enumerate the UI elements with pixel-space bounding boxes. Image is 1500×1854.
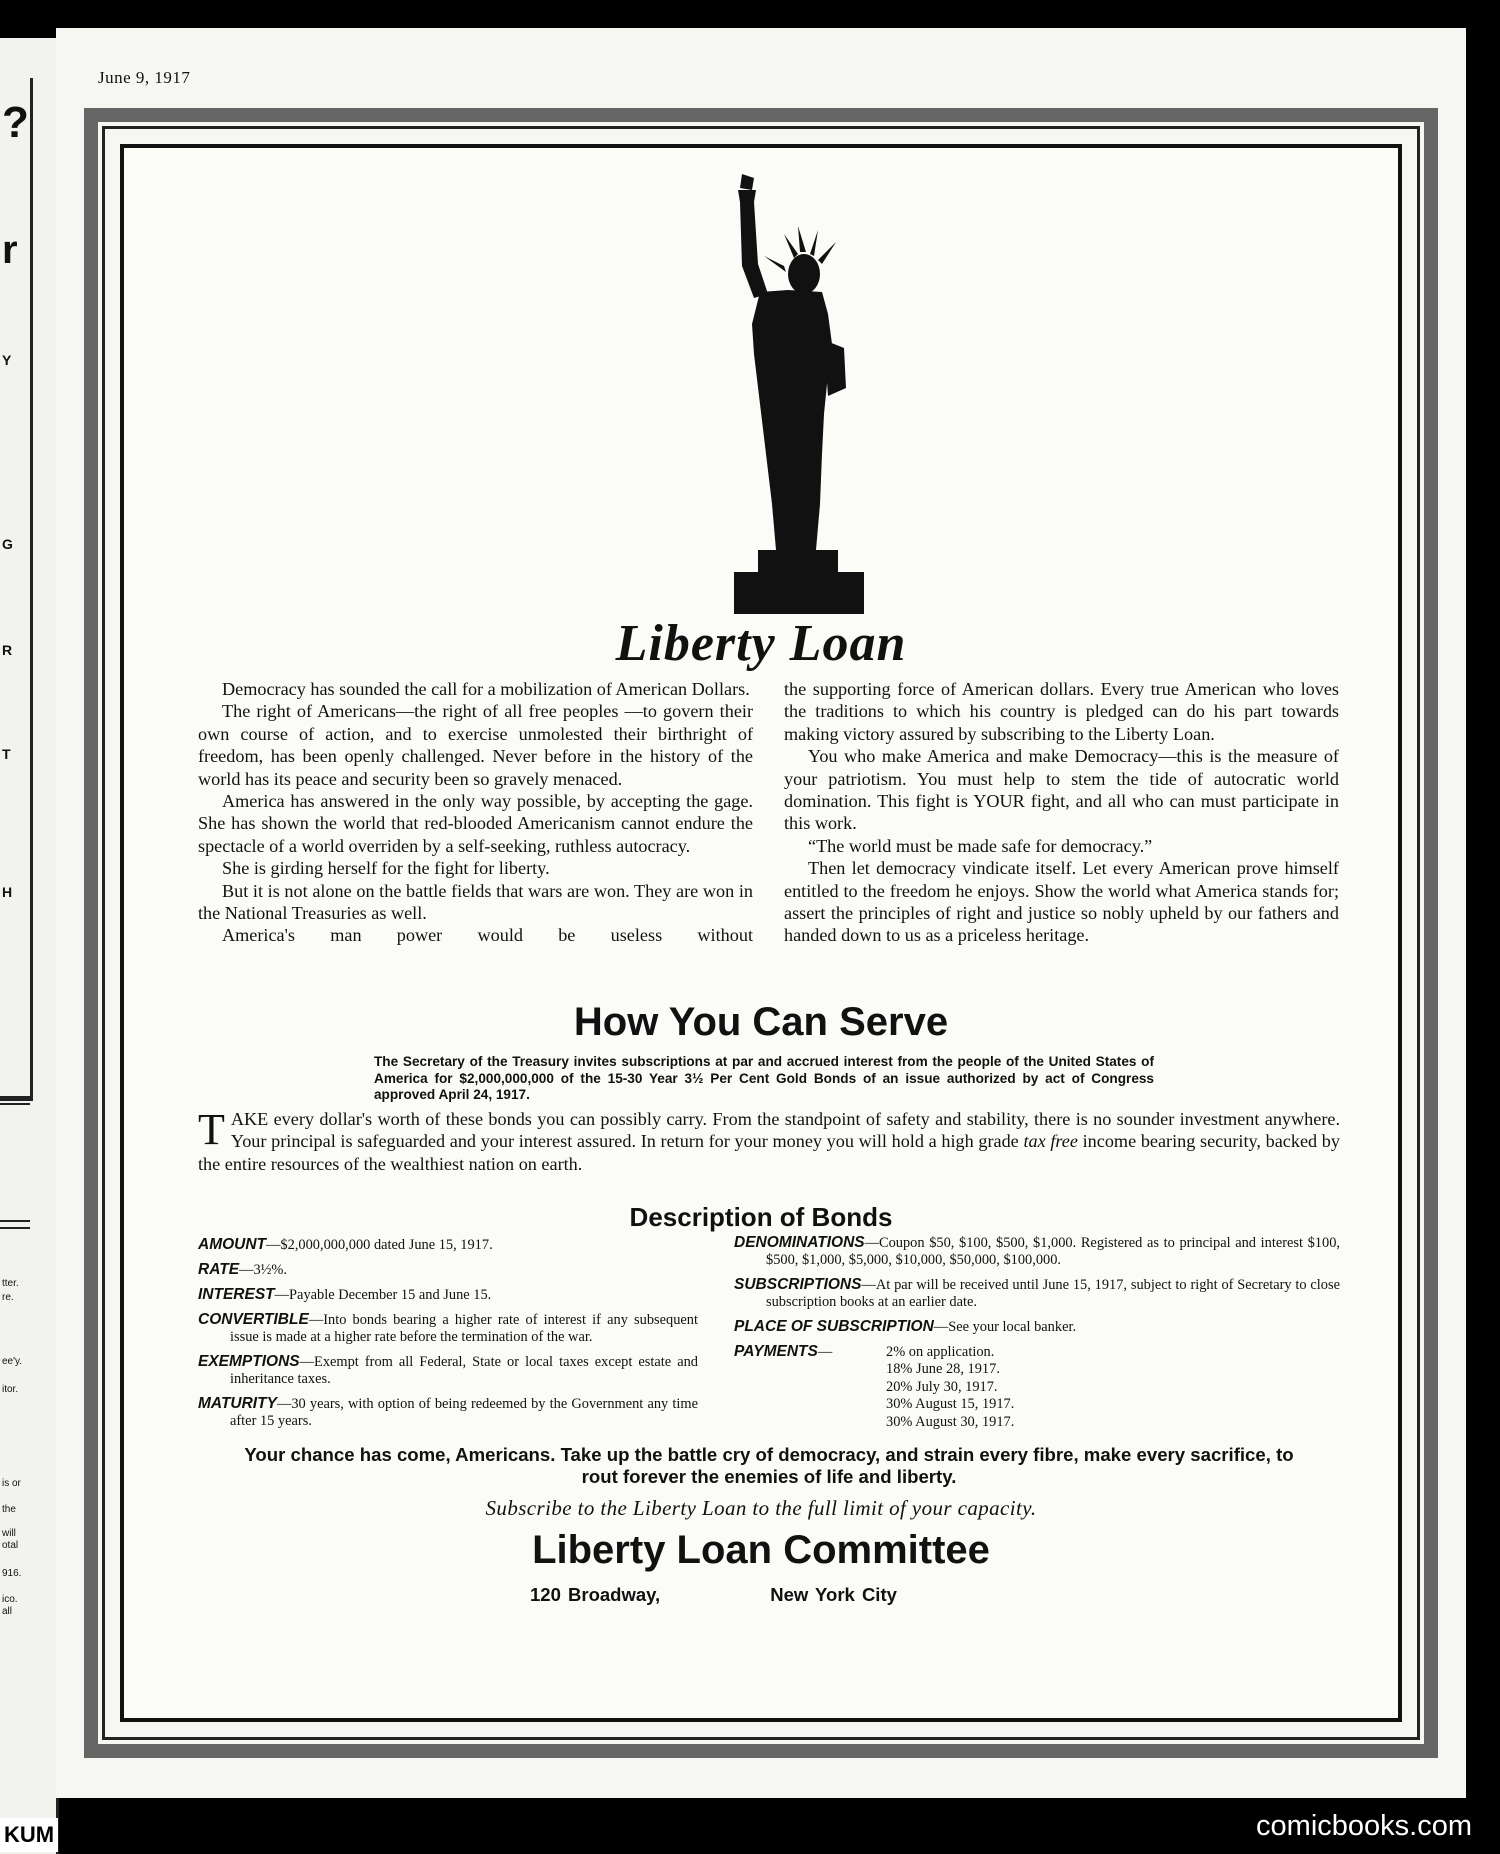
bond-term: CONVERTIBLE—Into bonds bearing a higher rate of interest if any subsequent issue is made at a higher rate before the termination of the war. — [198, 1311, 698, 1345]
margin-fragment: T — [2, 746, 11, 762]
margin-fragment: H — [2, 884, 13, 900]
term-key: CONVERTIBLE — [198, 1311, 309, 1328]
take-text: AKE every dollar's worth of these bonds you can possibly carry. From the standpoint of safety and stability, there is no sounder investment anywhere. Your principal is safeguarded and your interest assured. In return for your money you will hold a high grade — [230, 1109, 1340, 1152]
payment-item: 2% on application. — [886, 1344, 995, 1360]
term-value: See your local banker. — [948, 1319, 1077, 1335]
margin-rule — [0, 1220, 30, 1229]
term-key: EXEMPTIONS — [198, 1353, 300, 1370]
address-city: New York City — [770, 1584, 897, 1605]
term-value: Coupon $50, $100, $500, $1,000. Registered as to principal and interest $100, $500, $1,000, $5,000, $10,000, $50,000, $100,000. — [766, 1235, 1340, 1268]
bond-term: RATE—3½%. — [198, 1261, 288, 1278]
site-watermark: comicbooks.com — [1256, 1810, 1472, 1842]
margin-fragment: is or — [2, 1478, 21, 1489]
adjacent-page-strip — [0, 38, 59, 1854]
margin-fragment: ? — [2, 98, 29, 147]
take-text: income bearing security, backed by the entire resources of the wealthiest nation on earth. — [198, 1131, 1340, 1174]
term-value: At par will be received until June 15, 1917, subject to right of Secretary to close subscription books at an earlier date. — [766, 1277, 1340, 1310]
payment-item: 20% July 30, 1917. — [886, 1378, 998, 1395]
margin-fragment: ee'y. — [2, 1356, 23, 1367]
body-paragraph: You who make America and make Democracy—this is the measure of your patriotism. You must help to stem the tide of autocratic world domination. This fight is YOUR fight, and all who can must participate in this work. — [784, 746, 1339, 834]
statue-of-liberty-icon — [724, 174, 874, 614]
term-value: Exempt from all Federal, State or local taxes except estate and inheritance taxes. — [230, 1354, 698, 1387]
bond-terms-right — [734, 1234, 1340, 1431]
corner-label: KUM — [0, 1818, 58, 1852]
body-paragraph: America's man power would be useless without — [222, 925, 753, 946]
payment-item: 30% August 15, 1917. — [886, 1396, 1015, 1413]
margin-rule — [0, 1096, 30, 1105]
bond-term: SUBSCRIPTIONS—At par will be received until June 15, 1917, subject to right of Secretary to close subscription books at an earlier date. — [734, 1276, 1340, 1310]
ad-panel — [120, 144, 1402, 1722]
committee-address — [530, 1584, 897, 1606]
take-paragraph — [198, 1105, 1340, 1175]
ad-title: Liberty Loan — [615, 615, 907, 672]
bond-term: DENOMINATIONS—Coupon $50, $100, $500, $1,000. Registered as to principal and interest $100, $500, $1,000, $5,000, $10,000, $50,000, $100,000. — [734, 1234, 1340, 1268]
term-value: $2,000,000,000 dated June 15, 1917. — [280, 1237, 493, 1253]
margin-fragment: otal — [2, 1540, 19, 1551]
payment-item: 18% June 28, 1917. — [886, 1361, 1000, 1378]
term-key: PLACE OF SUBSCRIPTION — [734, 1318, 934, 1335]
body-paragraph: Democracy has sounded the call for a mobilization of American Dollars. — [222, 679, 750, 699]
term-value: 3½%. — [253, 1262, 288, 1278]
margin-fragment: itor. — [2, 1384, 19, 1395]
margin-fragment: ico. — [2, 1594, 18, 1605]
description-heading: Description of Bonds — [629, 1202, 893, 1232]
payments-schedule — [886, 1344, 1340, 1431]
ad-frame — [84, 108, 1438, 1758]
bond-term: PLACE OF SUBSCRIPTION—See your local banker. — [734, 1318, 1077, 1335]
take-text-italic: tax free — [1023, 1131, 1078, 1152]
body-paragraph: the supporting force of American dollars. Every true American who loves the traditions to which his country is pledged can do his part towards making victory assured by subscribing to the Liberty Loan. — [784, 679, 1339, 744]
term-value: 30 years, with option of being redeemed by the Government any time after 15 years. — [230, 1396, 698, 1429]
subscribe-line: Subscribe to the Liberty Loan to the full limit of your capacity. — [485, 1496, 1037, 1520]
margin-fragment: G — [2, 536, 13, 552]
body-column-left — [198, 678, 753, 947]
bond-term: INTEREST—Payable December 15 and June 15. — [198, 1286, 492, 1303]
body-paragraph: But it is not alone on the battle fields that wars are won. They are won in the National Treasuries as well. — [198, 880, 753, 924]
term-key: SUBSCRIPTIONS — [734, 1276, 862, 1293]
drop-cap: T — [198, 1105, 225, 1154]
margin-fragment: tter. — [2, 1278, 19, 1289]
magazine-page — [56, 28, 1466, 1798]
margin-fragment: will — [2, 1528, 16, 1539]
bond-terms-left — [198, 1236, 698, 1437]
address-street: 120 Broadway, — [530, 1584, 661, 1605]
margin-fragment: all — [2, 1606, 13, 1617]
committee-name: Liberty Loan Committee — [532, 1528, 990, 1572]
margin-fragment: Y — [2, 352, 12, 368]
margin-fragment: r — [2, 228, 18, 272]
bond-term: MATURITY—30 years, with option of being redeemed by the Government any time after 15 years. — [198, 1395, 698, 1429]
margin-fragment: 916. — [2, 1568, 22, 1579]
term-value: Payable December 15 and June 15. — [289, 1287, 492, 1303]
margin-fragment: re. — [2, 1292, 14, 1303]
body-column-right — [784, 678, 1339, 947]
term-key: DENOMINATIONS — [734, 1234, 865, 1251]
term-key: AMOUNT — [198, 1236, 267, 1253]
closing-appeal: Your chance has come, Americans. Take up the battle cry of democracy, and strain every fibre, make every sacrifice, to rout forever the enemies of life and liberty. — [244, 1444, 1294, 1487]
serve-subheading: The Secretary of the Treasury invites subscriptions at par and accrued interest from the people of the United States of America for $2,000,000,000 of the 15-30 Year 3½ Per Cent Gold Bonds of an issue authorized by act of Congress approved April 24, 1917. — [374, 1054, 1154, 1103]
body-paragraph: “The world must be made safe for democracy.” — [808, 835, 1153, 856]
body-paragraph: Then let democracy vindicate itself. Let every American prove himself entitled to the freedom he enjoys. Show the world what America stands for; assert the principles of right and justice so nobly upheld by our fathers and handed down to us as a priceless heritage. — [784, 858, 1339, 946]
term-key: PAYMENTS — [734, 1343, 818, 1360]
margin-fragment: R — [2, 642, 13, 658]
bond-term: EXEMPTIONS—Exempt from all Federal, State or local taxes except estate and inheritance taxes. — [198, 1353, 698, 1387]
bond-term: AMOUNT—$2,000,000,000 dated June 15, 1917. — [198, 1236, 493, 1253]
term-key: RATE — [198, 1261, 240, 1278]
serve-heading: How You Can Serve — [573, 1000, 949, 1044]
page-date: June 9, 1917 — [98, 68, 191, 87]
body-paragraph: America has answered in the only way possible, by accepting the gage. She has shown the world that red-blooded Americanism cannot endure the spectacle of a world overriden by a self-seeking, ruthless autocracy. — [198, 791, 753, 856]
bond-term: PAYMENTS— — [734, 1343, 833, 1360]
term-value: Into bonds bearing a higher rate of interest if any subsequent issue is made at a higher rate before the termination of the war. — [230, 1312, 698, 1345]
margin-fragment: the — [2, 1504, 16, 1515]
body-paragraph: The right of Americans—the right of all free peoples —to govern their own course of action, and to exercise unmolested their birthright of freedom, has been openly challenged. Never before in the history of the world has its peace and security been so gravely menaced. — [198, 701, 753, 789]
body-paragraph: She is girding herself for the fight for liberty. — [222, 858, 550, 879]
term-key: MATURITY — [198, 1395, 277, 1412]
term-key: INTEREST — [198, 1286, 275, 1303]
payment-item: 30% August 30, 1917. — [886, 1413, 1015, 1430]
